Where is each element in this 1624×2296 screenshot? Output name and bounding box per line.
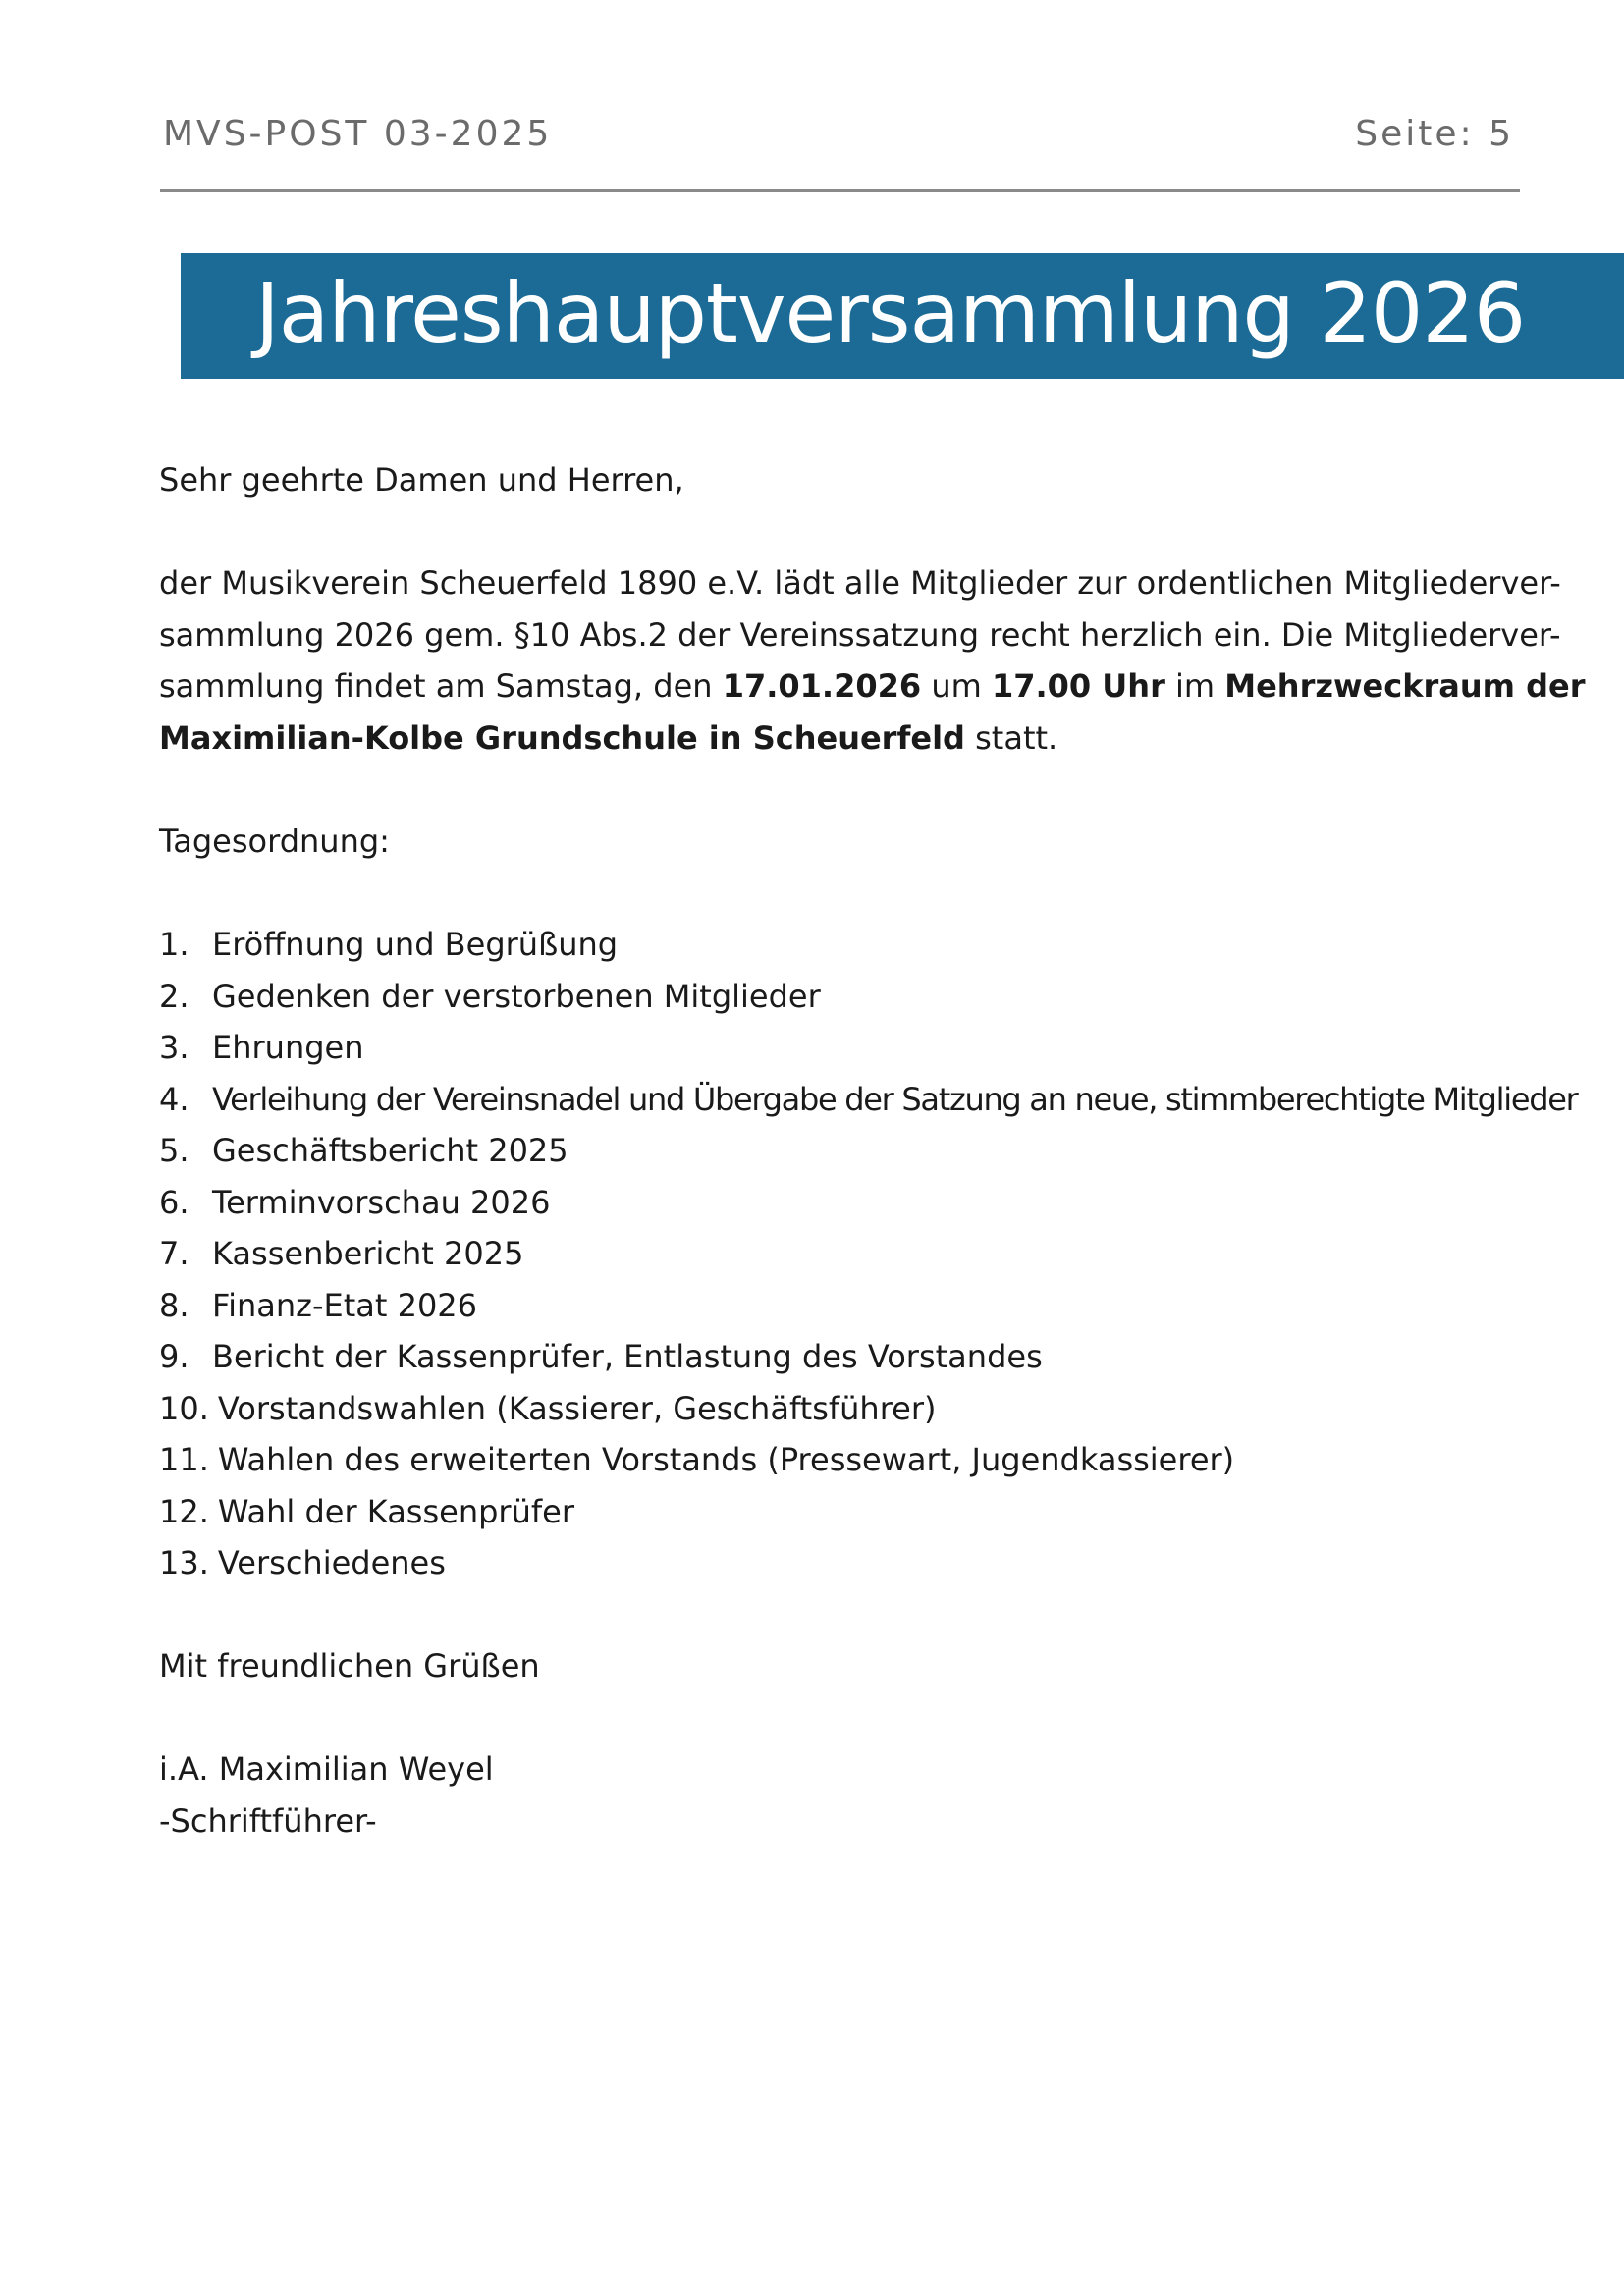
intro-line-2: sammlung 2026 gem. §10 Abs.2 der Vereinssatzung recht herzlich ein. Die Mitgliederver-: [159, 616, 1561, 654]
intro-line-1: der Musikverein Scheuerfeld 1890 e.V. lädt alle Mitglieder zur ordentlichen Mitgliederver-: [159, 564, 1561, 602]
header-divider: [160, 189, 1520, 192]
publication-title: MVS-POST 03-2025: [163, 114, 553, 154]
agenda-item: 10. Vorstandswahlen (Kassierer, Geschäftsführer): [159, 1390, 937, 1427]
agenda-item: 7. Kassenbericht 2025: [159, 1235, 524, 1272]
agenda-item: 13. Verschiedenes: [159, 1544, 446, 1581]
agenda-item: 12. Wahl der Kassenprüfer: [159, 1493, 574, 1530]
page-number: Seite: 5: [1355, 114, 1514, 154]
agenda-item: 2. Gedenken der verstorbenen Mitglieder: [159, 978, 821, 1015]
intro-line-3: [159, 661, 1586, 713]
intro-line-4: [159, 713, 1057, 765]
page-title: Jahreshauptversammlung 2026: [255, 265, 1526, 361]
salutation: Sehr geehrte Damen und Herren,: [159, 461, 684, 499]
intro-text: im: [1164, 667, 1225, 705]
agenda-heading: Tagesordnung:: [159, 823, 390, 860]
intro-text: um: [921, 667, 992, 705]
intro-text: sammlung findet am Samstag, den: [159, 667, 723, 705]
agenda-item: 8. Finanz-Etat 2026: [159, 1287, 478, 1324]
meeting-date: 17.01.2026: [722, 667, 922, 705]
closing: Mit freundlichen Grüßen: [159, 1647, 540, 1684]
agenda-item: 5. Geschäftsbericht 2025: [159, 1132, 568, 1169]
title-banner: [181, 253, 1624, 379]
meeting-time: 17.00 Uhr: [991, 667, 1165, 705]
signature-role: -Schriftführer-: [159, 1802, 377, 1840]
agenda-item: 6. Terminvorschau 2026: [159, 1184, 551, 1221]
meeting-venue: Mehrzweckraum der: [1224, 667, 1586, 705]
meeting-venue: Maximilian-Kolbe Grundschule in Scheuerfeld: [159, 720, 965, 757]
agenda-item: 11. Wahlen des erweiterten Vorstands (Pressewart, Jugendkassierer): [159, 1441, 1235, 1478]
intro-text: statt.: [964, 720, 1058, 757]
agenda-item: 3. Ehrungen: [159, 1029, 364, 1066]
signature-name: i.A. Maximilian Weyel: [159, 1750, 494, 1788]
agenda-item: 1. Eröffnung und Begrüßung: [159, 926, 619, 963]
agenda-item: 9. Bericht der Kassenprüfer, Entlastung des Vorstandes: [159, 1338, 1043, 1375]
agenda-item: 4. Verleihung der Vereinsnadel und Übergabe der Satzung an neue, stimmberechtigte Mitglieder: [159, 1081, 1578, 1118]
